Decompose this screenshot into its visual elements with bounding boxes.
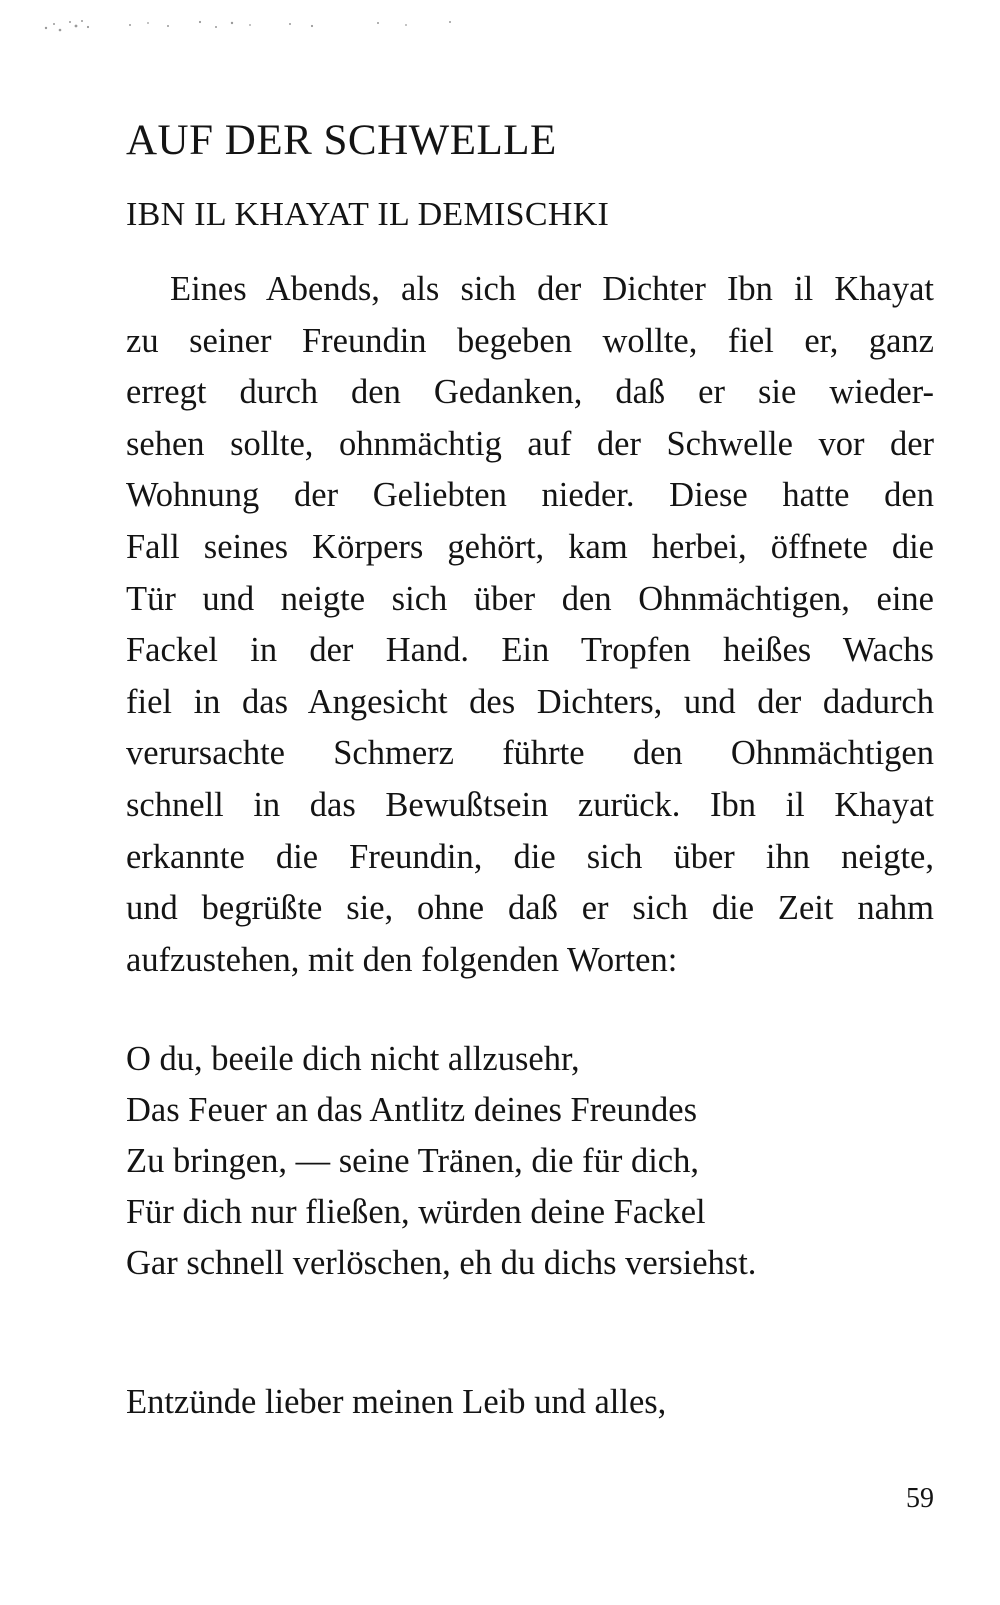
prose-line: aufzustehen, mit den folgenden Worten: — [126, 940, 678, 979]
verse-stanza — [126, 1034, 756, 1289]
verse-stanza — [126, 1377, 666, 1428]
prose-line: Fackel in der Hand. Ein Tropfen heißes Wachs — [126, 631, 934, 670]
verse-line: Gar schnell verlöschen, eh du dichs versiehst. — [126, 1244, 757, 1282]
prose-line: erregt durch den Gedanken, daß er sie wieder- — [126, 373, 934, 412]
verse-line: Zu bringen, — seine Tränen, die für dich, — [126, 1142, 699, 1180]
prose-line: schnell in das Bewußtsein zurück. Ibn il Khayat — [126, 785, 934, 824]
prose-line: zu seiner Freundin begeben wollte, fiel er, ganz — [126, 321, 934, 360]
verse-line: O du, beeile dich nicht allzusehr, — [126, 1040, 580, 1078]
prose-line: Fall seines Körpers gehört, kam herbei, öffnete die — [126, 527, 934, 566]
chapter-subtitle: IBN IL KHAYAT IL DEMISCHKI — [126, 196, 610, 233]
prose-line: verursachte Schmerz führte den Ohnmächtigen — [126, 734, 934, 773]
prose-paragraph — [126, 264, 934, 986]
prose-line: Eines Abends, als sich der Dichter Ibn il Khayat — [170, 270, 934, 308]
verse-line: Für dich nur fließen, würden deine Fackel — [126, 1193, 706, 1231]
prose-line: fiel in das Angesicht des Dichters, und der dadurch — [126, 682, 934, 721]
prose-line: und begrüßte sie, ohne daß er sich die Zeit nahm — [126, 889, 934, 928]
page-number: 59 — [906, 1483, 934, 1514]
verse-line: Das Feuer an das Antlitz deines Freundes — [126, 1091, 698, 1129]
verse-line: Entzünde lieber meinen Leib und alles, — [126, 1383, 667, 1421]
prose-line: Tür und neigte sich über den Ohnmächtigen, eine — [126, 579, 934, 618]
chapter-title: AUF DER SCHWELLE — [126, 117, 557, 164]
scan-specks — [40, 12, 480, 42]
prose-line: Wohnung der Geliebten nieder. Diese hatte den — [126, 476, 934, 515]
prose-line: erkannte die Freundin, die sich über ihn neigte, — [126, 837, 934, 876]
prose-line: sehen sollte, ohnmächtig auf der Schwelle vor der — [126, 424, 934, 463]
